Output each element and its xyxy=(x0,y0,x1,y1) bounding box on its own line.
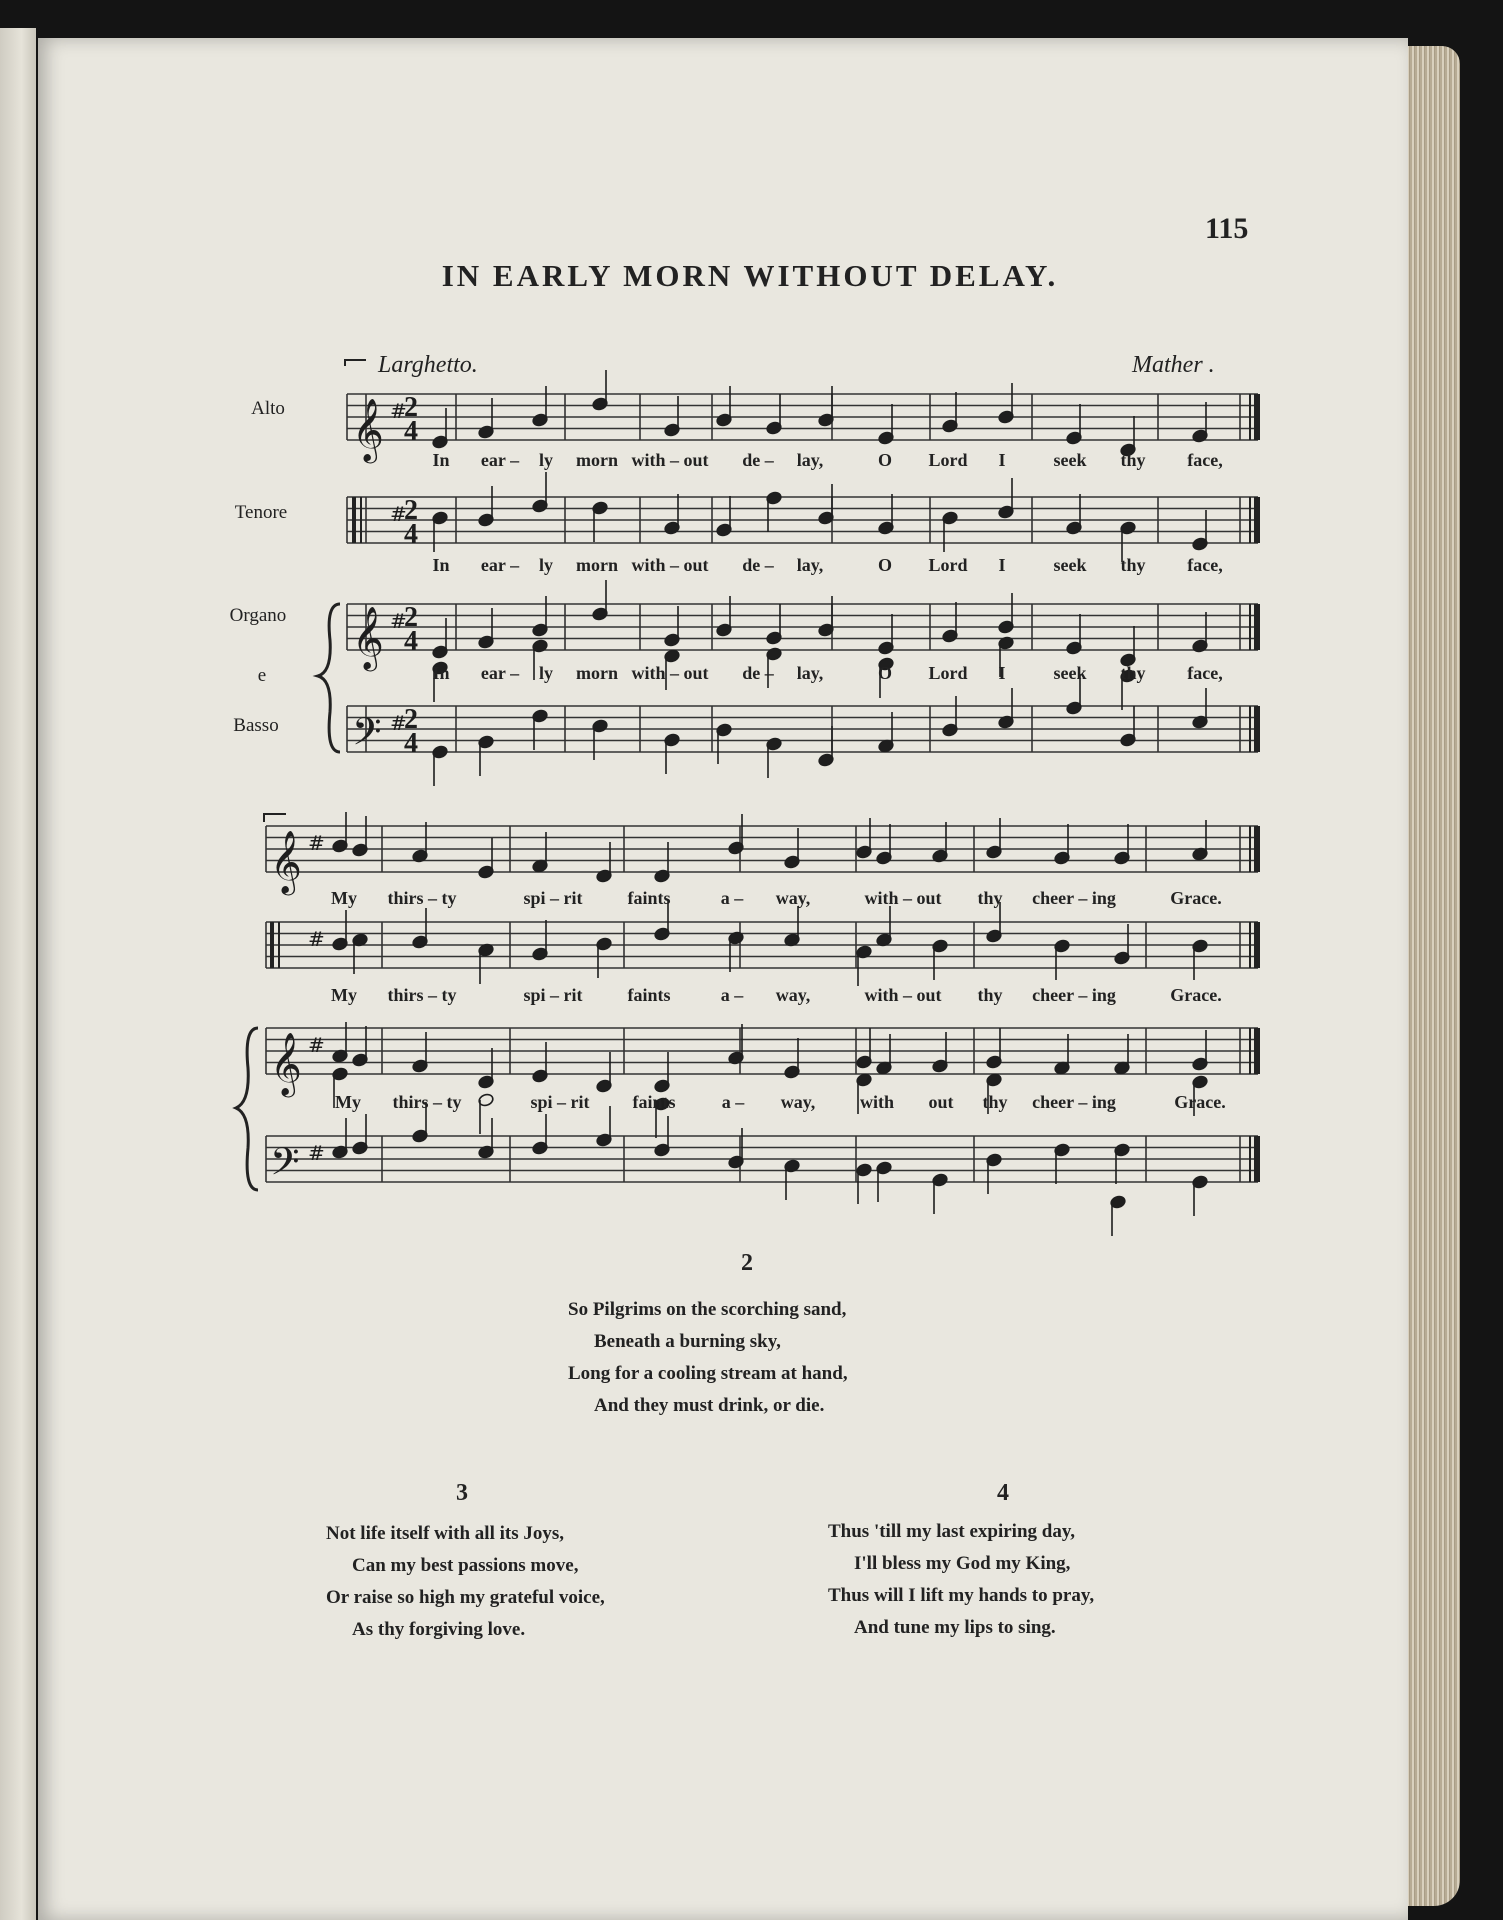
time-signature-denominator: 4 xyxy=(404,728,418,759)
hymn-title: IN EARLY MORN WITHOUT DELAY. xyxy=(441,258,1059,293)
key-sharp: # xyxy=(308,1033,325,1057)
verse-line: I'll bless my God my King, xyxy=(854,1553,1071,1574)
lyric-syllable: a – xyxy=(720,888,744,908)
lyric-syllable: morn xyxy=(576,555,618,575)
time-signature-numerator: 2 xyxy=(404,495,418,526)
system-bracket xyxy=(264,814,286,822)
lyric-syllable: ly xyxy=(538,450,554,470)
treble-clef: 𝄞 xyxy=(352,606,384,669)
verse-2 xyxy=(568,1294,848,1422)
voice-label-e: e xyxy=(257,665,267,686)
verse-3 xyxy=(326,1518,605,1646)
verse-number: 4 xyxy=(997,1480,1009,1506)
lyric-syllable: thy xyxy=(982,1092,1008,1112)
lyric-syllable: I xyxy=(998,663,1006,683)
lyric-syllable: a – xyxy=(721,1092,745,1112)
lyric-syllable: with – out xyxy=(864,985,942,1005)
lyric-syllable: thirs – ty xyxy=(392,1092,462,1112)
verse-number: 2 xyxy=(741,1250,753,1276)
lyric-syllable: My xyxy=(331,888,357,908)
lyric-syllable: de – xyxy=(742,663,774,683)
lyric-syllable: seek xyxy=(1053,555,1087,575)
verse-line: And they must drink, or die. xyxy=(594,1395,825,1416)
lyric-syllable: ear – xyxy=(480,555,520,575)
lyric-syllable: spi – rit xyxy=(530,1092,590,1112)
verse-line: And tune my lips to sing. xyxy=(854,1617,1056,1638)
lyric-syllable: lay, xyxy=(796,663,824,683)
tenor-clef xyxy=(278,922,280,968)
lyric-syllable: spi – rit xyxy=(523,888,583,908)
voice-label-basso: Basso xyxy=(233,715,279,736)
lyric-syllable: with – out xyxy=(631,555,709,575)
lyric-syllable: O xyxy=(877,450,893,470)
verse-number: 3 xyxy=(456,1480,468,1506)
time-signature-numerator: 2 xyxy=(404,602,418,633)
verse-line: So Pilgrims on the scorching sand, xyxy=(568,1299,847,1320)
lyric-syllable: ly xyxy=(538,663,554,683)
voice-label-alto: Alto xyxy=(251,398,285,419)
lyric-syllable: lay, xyxy=(796,555,824,575)
tenor-clef xyxy=(360,497,362,543)
verse-line: Can my best passions move, xyxy=(352,1555,579,1576)
bass-clef: 𝄢 xyxy=(270,1139,300,1193)
lyric-syllable: with – out xyxy=(864,888,942,908)
treble-clef: 𝄞 xyxy=(270,830,302,893)
tenor-clef xyxy=(352,497,356,543)
key-sharp: # xyxy=(390,609,407,633)
lyric-syllable: ear – xyxy=(480,450,520,470)
lyric-syllable: way, xyxy=(775,888,811,908)
lyric-syllable: out xyxy=(928,1092,954,1112)
lyric-syllable: In xyxy=(432,450,450,470)
lyric-syllable: way, xyxy=(775,985,811,1005)
key-sharp: # xyxy=(308,831,325,855)
lyric-syllable: thy xyxy=(1120,555,1146,575)
verse-line: Not life itself with all its Joys, xyxy=(326,1523,565,1544)
verse-line: Long for a cooling stream at hand, xyxy=(568,1363,848,1384)
verse-line: Beneath a burning sky, xyxy=(594,1331,781,1352)
lyric-syllable: seek xyxy=(1053,663,1087,683)
lyric-syllable: thy xyxy=(1120,663,1146,683)
final-barline xyxy=(1254,497,1260,543)
lyric-syllable: ear – xyxy=(480,663,520,683)
lyric-syllable: faints xyxy=(627,888,671,908)
final-barline xyxy=(1254,604,1260,650)
final-barline xyxy=(1254,706,1260,752)
lyric-syllable: I xyxy=(998,555,1006,575)
lyric-syllable: morn xyxy=(576,663,618,683)
lyric-syllable: seek xyxy=(1053,450,1087,470)
voice-label-tenore: Tenore xyxy=(234,502,288,523)
verse-line: As thy forgiving love. xyxy=(352,1619,526,1640)
key-sharp: # xyxy=(390,399,407,423)
lyric-syllable: way, xyxy=(780,1092,816,1112)
lyric-syllable: O xyxy=(877,555,893,575)
treble-clef: 𝄞 xyxy=(270,1032,302,1095)
lyric-syllable: My xyxy=(335,1092,361,1112)
tenor-clef xyxy=(270,922,274,968)
lyric-syllable: thy xyxy=(1120,450,1146,470)
lyric-syllable: de – xyxy=(742,555,774,575)
final-barline xyxy=(1254,826,1260,872)
lyric-syllable: Grace. xyxy=(1170,888,1222,908)
time-signature-numerator: 2 xyxy=(404,704,418,735)
lyric-syllable: thirs – ty xyxy=(387,888,457,908)
lyric-syllable: In xyxy=(432,555,450,575)
lyric-syllable: faints xyxy=(627,985,671,1005)
time-signature-denominator: 4 xyxy=(404,416,418,447)
treble-clef: 𝄞 xyxy=(352,398,384,461)
lyric-syllable: Lord xyxy=(928,663,968,683)
lyric-syllable: In xyxy=(432,663,450,683)
lyric-syllable: face, xyxy=(1187,450,1223,470)
lyric-syllable: faints xyxy=(632,1092,676,1112)
lyric-syllable: Lord xyxy=(928,450,968,470)
page-number: 115 xyxy=(1205,212,1249,245)
lyric-syllable: de – xyxy=(742,450,774,470)
final-barline xyxy=(1254,1136,1260,1182)
final-barline xyxy=(1254,394,1260,440)
final-barline xyxy=(1254,922,1260,968)
system-brace xyxy=(236,1028,258,1190)
final-barline xyxy=(1254,1028,1260,1074)
voice-label-organo: Organo xyxy=(229,605,287,626)
system-bracket xyxy=(345,360,366,366)
lyric-syllable: morn xyxy=(576,450,618,470)
lyric-syllable: Grace. xyxy=(1174,1092,1226,1112)
bass-clef: 𝄢 xyxy=(352,709,382,763)
lyric-syllable: Grace. xyxy=(1170,985,1222,1005)
composer-name: Mather . xyxy=(1132,352,1215,378)
key-sharp: # xyxy=(308,927,325,951)
lyric-syllable: cheer – ing xyxy=(1032,1092,1116,1112)
verse-line: Thus 'till my last expiring day, xyxy=(828,1521,1076,1542)
lyric-syllable: cheer – ing xyxy=(1032,888,1116,908)
verse-4 xyxy=(828,1516,1094,1644)
lyric-syllable: ly xyxy=(538,555,554,575)
key-sharp: # xyxy=(390,502,407,526)
key-sharp: # xyxy=(390,711,407,735)
lyric-syllable: cheer – ing xyxy=(1032,985,1116,1005)
time-signature-denominator: 4 xyxy=(404,519,418,550)
lyric-syllable: thy xyxy=(977,888,1003,908)
lyric-syllable: with – out xyxy=(631,450,709,470)
lyric-syllable: with xyxy=(859,1092,895,1112)
tempo-marking: Larghetto. xyxy=(378,352,478,378)
lyric-syllable: My xyxy=(331,985,357,1005)
lyric-syllable: thirs – ty xyxy=(387,985,457,1005)
verse-line: Or raise so high my grateful voice, xyxy=(326,1587,605,1608)
verse-line: Thus will I lift my hands to pray, xyxy=(828,1585,1095,1606)
lyric-syllable: I xyxy=(998,450,1006,470)
lyric-syllable: with – out xyxy=(631,663,709,683)
key-sharp: # xyxy=(308,1141,325,1165)
lyric-syllable: thy xyxy=(977,985,1003,1005)
lyric-syllable: Lord xyxy=(928,555,968,575)
lyric-syllable: O xyxy=(877,663,893,683)
lyric-syllable: lay, xyxy=(796,450,824,470)
lyric-syllable: spi – rit xyxy=(523,985,583,1005)
lyric-syllable: face, xyxy=(1187,663,1223,683)
lyric-syllable: face, xyxy=(1187,555,1223,575)
time-signature-numerator: 2 xyxy=(404,392,418,423)
system-brace xyxy=(318,604,340,752)
lyric-syllable: a – xyxy=(720,985,744,1005)
time-signature-denominator: 4 xyxy=(404,626,418,657)
